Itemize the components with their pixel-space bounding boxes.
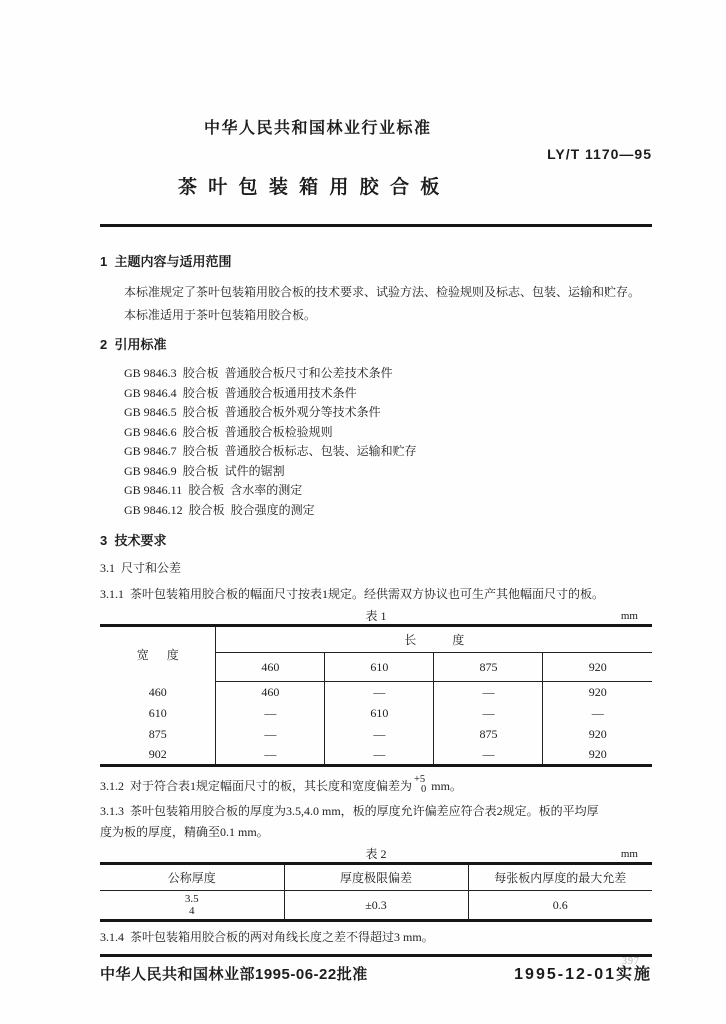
document-title: 茶 叶 包 装 箱 用 胶 合 板 <box>178 177 443 198</box>
table-2 <box>100 862 652 922</box>
standard-code-row <box>100 146 652 164</box>
reference-item: GB 9846.4 胶合板 普通胶合板通用技术条件 <box>124 385 357 400</box>
reference-item: GB 9846.6 胶合板 普通胶合板检验规则 <box>124 424 333 439</box>
section-3-heading: 3 技术要求 <box>100 533 167 548</box>
clause-3-1-3-line2: 度为板的厚度，精确至0.1 mm。 <box>100 825 269 839</box>
clause-3-1-2-unit: mm。 <box>428 779 462 793</box>
clause-3-1-3-line1: 3.1.3 茶叶包装箱用胶合板的厚度为3.5,4.0 mm，板的厚度允许偏差应符合表2规定。板的平均厚 <box>100 804 599 818</box>
table-1-length-col: 875 <box>434 653 543 682</box>
section-1-heading: 1 主题内容与适用范围 <box>100 254 232 269</box>
table-1-group-header-row <box>100 626 652 653</box>
clause-3-1-4: 3.1.4 茶叶包装箱用胶合板的两对角线长度之差不得超过3 mm。 <box>100 930 434 944</box>
table-1-cell: — <box>325 682 434 703</box>
reference-item: GB 9846.9 胶合板 试件的锯割 <box>124 463 285 478</box>
table-1-length-col: 920 <box>543 653 652 682</box>
table-2-header: 公称厚度 <box>100 864 284 891</box>
table-1-cell: 610 <box>325 703 434 724</box>
tolerance-fraction <box>414 775 426 795</box>
table-1-cell: 920 <box>543 745 652 766</box>
section-1-paragraph-2: 本标准适用于茶叶包装箱用胶合板。 <box>124 308 317 322</box>
approval-text: 中华人民共和国林业部1995-06-22批准 <box>100 966 368 983</box>
table-1-width-value: 875 <box>148 726 167 741</box>
table-1-cell: — <box>325 745 434 766</box>
table-1-caption: 表 1 <box>365 609 387 623</box>
table-row <box>100 745 652 766</box>
thickness-value: 4 <box>189 905 195 917</box>
table-1-cell: 875 <box>434 724 543 745</box>
table-row <box>100 703 652 724</box>
tolerance-lower: 0 <box>421 784 427 795</box>
table-1-cell: 920 <box>543 682 652 703</box>
table-1-cell: — <box>216 745 325 766</box>
table-1-cell: — <box>543 703 652 724</box>
table-1-cell: — <box>325 724 434 745</box>
table-1-cell: — <box>434 703 543 724</box>
reference-list <box>124 364 652 520</box>
table-2-header: 每张板内厚度的最大允差 <box>468 864 652 891</box>
reference-item: GB 9846.12 胶合板 胶合强度的测定 <box>124 502 315 517</box>
table-1-cell: — <box>434 745 543 766</box>
table-1-width-value: 902 <box>148 746 167 761</box>
table-1-cell: 920 <box>543 724 652 745</box>
footer <box>100 961 652 984</box>
table-row <box>100 724 652 745</box>
standard-code: LY/T 1170—95 <box>547 146 652 162</box>
table-2-header-row <box>100 864 652 891</box>
reference-item: GB 9846.7 胶合板 普通胶合板标志、包装、运输和贮存 <box>124 444 417 458</box>
table-1 <box>100 624 652 767</box>
tolerance-upper: +5 <box>414 774 426 785</box>
table-2-caption: 表 2 <box>365 847 387 861</box>
standard-authority-line: 中华人民共和国林业行业标准 <box>204 120 432 137</box>
clause-3-1-2 <box>100 775 652 797</box>
table-2-maxdiff-cell: 0.6 <box>468 891 652 921</box>
section-1-paragraph-1: 本标准规定了茶叶包装箱用胶合板的技术要求、试验方法、检验规则及标志、包装、运输和贮存。 <box>124 285 641 299</box>
thickness-values <box>100 893 284 917</box>
table-1-unit: mm <box>620 610 638 622</box>
footer-divider <box>100 954 652 957</box>
reference-item: GB 9846.11 胶合板 含水率的测定 <box>124 483 303 497</box>
table-2-deviation-cell: ±0.3 <box>284 891 468 921</box>
table-2-caption-row <box>100 846 652 862</box>
implementation-text: 1995-12-01实施 <box>514 966 652 983</box>
table-2-unit: mm <box>620 848 638 860</box>
section-2-heading: 2 引用标准 <box>100 337 167 352</box>
table-1-cell: — <box>434 682 543 703</box>
clause-3-1: 3.1 尺寸和公差 <box>100 561 182 575</box>
table-1-length-col: 610 <box>325 653 434 682</box>
table-2-thickness-cell <box>100 891 284 921</box>
table-1-width-value: 610 <box>148 705 167 720</box>
table-1-length-header: 长 度 <box>216 626 652 653</box>
table-row <box>100 891 652 921</box>
page-content <box>100 0 652 984</box>
table-1-cell: — <box>216 703 325 724</box>
table-row <box>100 682 652 703</box>
reference-item: GB 9846.3 胶合板 普通胶合板尺寸和公差技术条件 <box>124 366 393 380</box>
table-1-cell: 460 <box>216 682 325 703</box>
page-number: 397 <box>622 956 640 967</box>
clause-3-1-2-text: 3.1.2 对于符合表1规定幅面尺寸的板，其长度和宽度偏差为 <box>100 779 413 793</box>
table-1-caption-row <box>100 608 652 624</box>
table-1-width-value: 460 <box>148 684 167 699</box>
reference-item: GB 9846.5 胶合板 普通胶合板外观分等技术条件 <box>124 405 381 419</box>
clause-3-1-1: 3.1.1 茶叶包装箱用胶合板的幅面尺寸按表1规定。经供需双方协议也可生产其他幅面尺寸的板。 <box>100 587 605 601</box>
table-1-length-col: 460 <box>216 653 325 682</box>
table-1-width-header: 宽 度 <box>100 626 216 682</box>
thickness-value: 3.5 <box>184 893 199 905</box>
header-divider <box>100 224 652 227</box>
table-1-cell: — <box>216 724 325 745</box>
table-2-header: 厚度极限偏差 <box>284 864 468 891</box>
